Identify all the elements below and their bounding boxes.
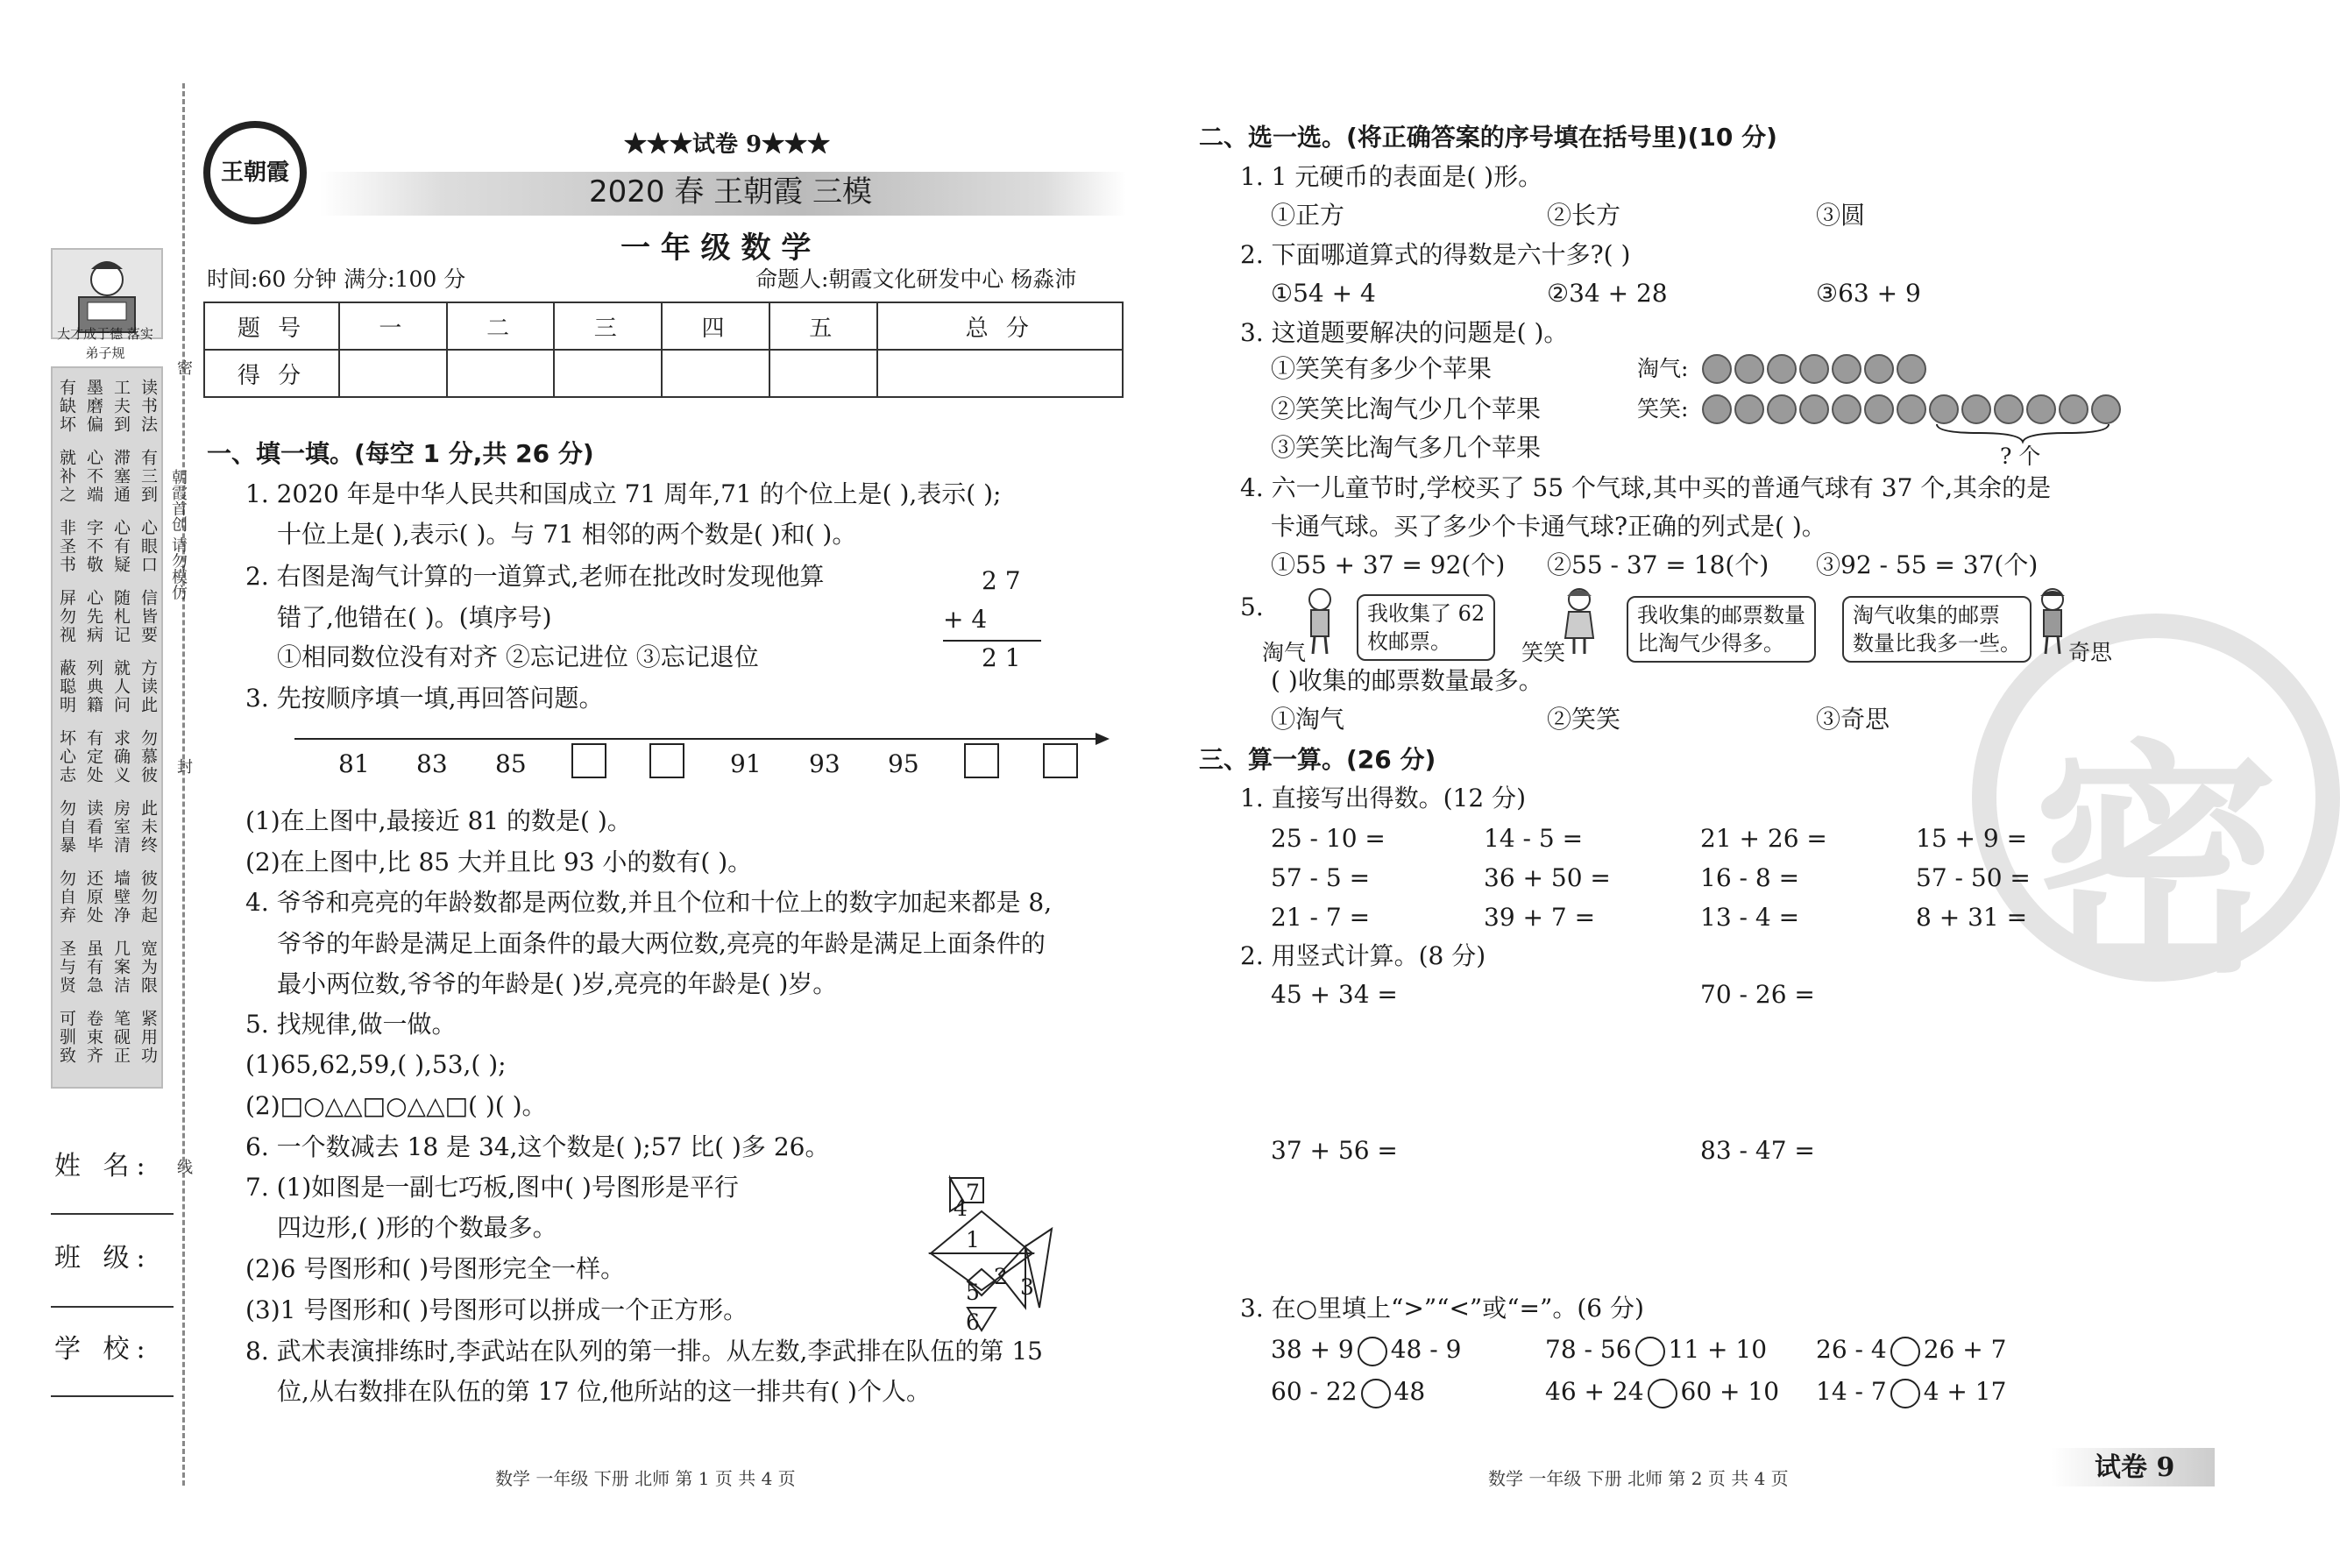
- motto-col: 几案洁: [111, 940, 131, 995]
- s2-q2-opt2: ②34 + 28: [1547, 279, 1668, 308]
- mental-calc: 25 - 10 =: [1271, 824, 1386, 853]
- s1-q2-options: ①相同数位没有对齐 ②忘记进位 ③忘记退位: [277, 642, 759, 671]
- s1-q1-line2: 十位上是( ),表示( )。与 71 相邻的两个数是( )和( )。: [277, 520, 857, 549]
- bubble-qisi: [1842, 596, 2032, 663]
- tangram-label: 5: [966, 1280, 980, 1305]
- motto-col: 有缺坏: [57, 379, 76, 434]
- calc-top: 2 7: [982, 566, 1021, 595]
- s1-q5-sub1: (1)65,62,59,( ),53,( );: [245, 1050, 507, 1079]
- motto-col: 心先病: [84, 589, 103, 644]
- s2-q4-opt1: ①55 + 37 = 92(个): [1271, 550, 1506, 579]
- compare-left: 60 - 22: [1271, 1377, 1358, 1406]
- nl-83: 83: [416, 749, 448, 778]
- s2-q3: 3. 这道题要解决的问题是( )。: [1240, 318, 1569, 347]
- s1-q6: 6. 一个数减去 18 是 34,这个数是( );57 比( )多 26。: [245, 1132, 830, 1161]
- s2-q4-line2: 卡通气球。买了多少个卡通气球?正确的列式是( )。: [1271, 512, 1826, 541]
- mental-calc: 57 - 5 =: [1271, 863, 1371, 892]
- apple-icon: [1767, 354, 1797, 384]
- motto-col: 紧用功: [138, 1010, 158, 1065]
- compare-item: [1545, 1335, 1767, 1366]
- motto-col: 滞塞通: [111, 449, 131, 504]
- tangram-label: 6: [966, 1309, 980, 1335]
- motto-col: 笔砚正: [111, 1010, 131, 1065]
- tangram-label: 7: [966, 1180, 980, 1205]
- apple-icon: [1734, 394, 1764, 424]
- mental-calc: 13 - 4 =: [1700, 903, 1800, 932]
- nl-blank-box[interactable]: [571, 743, 606, 778]
- s1-q5-sub2: (2)□○△△□○△△□( )( )。: [245, 1091, 547, 1120]
- xiaoxiao-apples: [1702, 394, 2124, 424]
- s2-q1: 1. 1 元硬币的表面是( )形。: [1240, 162, 1543, 191]
- apple-icon: [1994, 394, 2024, 424]
- time-info: 时间:60 分钟 满分:100 分: [207, 266, 466, 292]
- compare-left: 14 - 7: [1816, 1377, 1887, 1406]
- compare-item: [1545, 1377, 1779, 1408]
- compare-left: 78 - 56: [1545, 1335, 1632, 1364]
- compare-circle[interactable]: [1890, 1379, 1920, 1408]
- motto-col: 信皆要: [138, 589, 158, 644]
- bubble-taoqi: [1357, 594, 1495, 661]
- mental-calc: 21 + 26 =: [1700, 824, 1827, 853]
- tangram-label: 1: [966, 1227, 980, 1252]
- compare-item: [1271, 1335, 1461, 1366]
- s1-q7-sub2: (2)6 号图形和( )号图形完全一样。: [245, 1254, 626, 1283]
- motto-col: 心不端: [84, 449, 103, 504]
- s3-q2-title: 2. 用竖式计算。(8 分): [1240, 941, 1486, 970]
- section3-title: 三、算一算。(26 分): [1199, 745, 1436, 774]
- bubble-qisi-line1: 淘气收集的邮票: [1853, 603, 2000, 628]
- score-header-cell: 二: [447, 302, 555, 350]
- motto-col: 屏勿视: [57, 589, 76, 644]
- s3-q3-title: 3. 在○里填上“>”“<”或“=”。(6 分): [1240, 1294, 1644, 1323]
- motto-col: 蔽聪明: [57, 659, 76, 714]
- motto-col: 列典籍: [84, 659, 103, 714]
- vertical-calc: 70 - 26 =: [1700, 980, 1815, 1009]
- compare-circle[interactable]: [1358, 1337, 1387, 1366]
- compare-item: [1816, 1335, 2006, 1366]
- mental-calc: 16 - 8 =: [1700, 863, 1800, 892]
- compare-item: [1816, 1377, 2006, 1408]
- s1-q8-line1: 8. 武术表演排练时,李武站在队列的第一排。从左数,李武排在队伍的第 15: [245, 1337, 1043, 1366]
- motto-col: 读看毕: [84, 799, 103, 855]
- score-cell[interactable]: [554, 350, 662, 397]
- name-line[interactable]: [51, 1213, 174, 1215]
- s2-q4-opt3: ③92 - 55 = 37(个): [1816, 550, 2039, 579]
- s1-q2-line1: 2. 右图是淘气计算的一道算式,老师在批改时发现他算: [245, 562, 825, 591]
- apple-icon: [1897, 354, 1926, 384]
- motto-col: 有定处: [84, 729, 103, 784]
- s1-q7-sub3: (3)1 号图形和( )号图形可以拼成一个正方形。: [245, 1295, 748, 1324]
- apple-icon: [1702, 354, 1732, 384]
- footer-left: 数学 一年级 下册 北师 第 1 页 共 4 页: [495, 1468, 796, 1489]
- s2-q5-opt3: ③奇思: [1816, 705, 1890, 734]
- apple-icon: [1799, 394, 1829, 424]
- motto-col: 勿自弃: [57, 869, 76, 925]
- taoqi-apples: [1702, 354, 1929, 384]
- apple-icon: [1929, 394, 1959, 424]
- name-label: 姓 名:: [54, 1151, 152, 1181]
- motto-col: 字不敬: [84, 519, 103, 574]
- s2-q1-opt1: ①正方: [1271, 201, 1345, 230]
- s1-q4-line1: 4. 爷爷和亮亮的年龄数都是两位数,并且个位和十位上的数字加起来都是 8,: [245, 888, 1053, 917]
- apple-icon: [1832, 394, 1861, 424]
- apple-icon: [2026, 394, 2056, 424]
- score-cell[interactable]: [877, 350, 1123, 397]
- char-taoqi: 淘气: [1262, 640, 1307, 665]
- s2-q1-opt3: ③圆: [1816, 201, 1866, 230]
- s1-q8-line2: 位,从右数排在队伍的第 17 位,他所站的这一排共有( )个人。: [277, 1377, 931, 1406]
- score-header-cell: 三: [554, 302, 662, 350]
- s1-q3-sub1: (1)在上图中,最接近 81 的数是( )。: [245, 806, 632, 835]
- nl-blank-box[interactable]: [964, 743, 999, 778]
- compare-circle[interactable]: [1635, 1337, 1665, 1366]
- s2-q5-opt2: ②笑笑: [1547, 705, 1621, 734]
- mental-calc: 15 + 9 =: [1916, 824, 2028, 853]
- mental-calc: 39 + 7 =: [1484, 903, 1596, 932]
- score-header-cell: 题 号: [204, 302, 339, 350]
- s2-q2: 2. 下面哪道算式的得数是六十多?( ): [1240, 240, 1631, 269]
- compare-right: 60 + 10: [1680, 1377, 1780, 1406]
- bubble-xiaoxiao: [1627, 596, 1816, 663]
- motto-col: 有三到: [138, 449, 158, 504]
- class-label: 班 级:: [54, 1243, 152, 1274]
- series-tag: ★★★试卷 9★★★: [624, 131, 831, 158]
- s2-q3-opt2: ②笑笑比淘气少几个苹果: [1271, 394, 1542, 423]
- motto-col: 宽为限: [138, 940, 158, 995]
- apple-icon: [1864, 394, 1894, 424]
- compare-right: 11 + 10: [1668, 1335, 1768, 1364]
- school-label: 学 校:: [54, 1334, 152, 1365]
- qisi-figure-icon: [2032, 587, 2074, 657]
- vertical-calc: 83 - 47 =: [1700, 1136, 1815, 1165]
- s2-q5-question: ( )收集的邮票数量最多。: [1271, 666, 1543, 695]
- s2-q4-opt2: ②55 - 37 = 18(个): [1547, 550, 1769, 579]
- motto-col: 彼勿起: [138, 869, 158, 925]
- s1-q5-title: 5. 找规律,做一做。: [245, 1010, 457, 1039]
- nl-blank-box[interactable]: [1043, 743, 1078, 778]
- compare-right: 26 + 7: [1923, 1335, 2007, 1364]
- score-header-cell: 五: [769, 302, 877, 350]
- compare-item: [1271, 1377, 1425, 1408]
- s1-q7-line1: 7. (1)如图是一副七巧板,图中( )号图形是平行: [245, 1173, 739, 1202]
- s1-q3-sub2: (2)在上图中,比 85 大并且比 93 小的数有( )。: [245, 848, 753, 876]
- s1-q3-title: 3. 先按顺序填一填,再回答问题。: [245, 684, 604, 713]
- compare-right: 48 - 9: [1390, 1335, 1462, 1364]
- mental-calc: 8 + 31 =: [1916, 903, 2028, 932]
- apple-icon: [1702, 394, 1732, 424]
- bubble-qisi-line2: 数量比我多一些。: [1853, 631, 2021, 656]
- footer-right: 数学 一年级 下册 北师 第 2 页 共 4 页: [1488, 1468, 1789, 1489]
- motto-col: 读书法: [138, 379, 158, 434]
- motto-panel: [51, 366, 163, 1089]
- apple-icon: [1734, 354, 1764, 384]
- motto-col: 房室清: [111, 799, 131, 855]
- motto-col: 卷束齐: [84, 1010, 103, 1065]
- s2-q3-opt1: ①笑笑有多少个苹果: [1271, 354, 1493, 383]
- mental-calc: 14 - 5 =: [1484, 824, 1584, 853]
- bubble-xiaoxiao-line1: 我收集的邮票数量: [1637, 603, 1805, 628]
- watermark-seal-char: 密: [2033, 718, 2279, 1006]
- s1-q4-line2: 爷爷的年龄是满足上面条件的最大两位数,亮亮的年龄是满足上面条件的: [277, 929, 1046, 958]
- score-cell[interactable]: [662, 350, 769, 397]
- section1-title: 一、填一填。(每空 1 分,共 26 分): [207, 439, 594, 468]
- seal-mark-1: 密: [174, 359, 193, 375]
- compare-right: 48: [1393, 1377, 1426, 1406]
- school-line[interactable]: [51, 1395, 174, 1397]
- score-cell[interactable]: [447, 350, 555, 397]
- motto-col: 心眼口: [138, 519, 158, 574]
- xiaoxiao-label: 笑笑:: [1637, 396, 1689, 422]
- vertical-calc: 45 + 34 =: [1271, 980, 1398, 1009]
- motto-col: 就补之: [57, 449, 76, 504]
- seal-mark-2: 封: [174, 758, 193, 774]
- score-table: [203, 302, 1124, 398]
- nl-81: 81: [338, 749, 370, 778]
- motto-col: 墨磨偏: [84, 379, 103, 434]
- exam-title: 2020 春 王朝霞 三模: [589, 174, 872, 209]
- motto-col: 方读此: [138, 659, 158, 714]
- motto-col: 虽有急: [84, 940, 103, 995]
- bubble-xiaoxiao-line2: 比淘气少得多。: [1637, 631, 1784, 656]
- question-mark-label: ? 个: [2000, 443, 2041, 469]
- score-header-cell: 一: [339, 302, 447, 350]
- class-line[interactable]: [51, 1306, 174, 1308]
- apple-icon: [1799, 354, 1829, 384]
- motto-col: 勿自暴: [57, 799, 76, 855]
- motto-col: 此未终: [138, 799, 158, 855]
- s1-q4-line3: 最小两位数,爷爷的年龄是( )岁,亮亮的年龄是( )岁。: [277, 969, 838, 998]
- calc-result: 2 1: [982, 643, 1021, 672]
- bubble-taoqi-line1: 我收集了 62: [1367, 601, 1486, 626]
- tangram-label: 3: [1020, 1274, 1034, 1300]
- apple-icon: [1897, 394, 1926, 424]
- vertical-calc: 37 + 56 =: [1271, 1136, 1398, 1165]
- paper-tag: 试卷 9: [2095, 1452, 2175, 1483]
- s1-q7-line2: 四边形,( )形的个数最多。: [277, 1213, 557, 1242]
- s2-q5-opt1: ①淘气: [1271, 705, 1345, 734]
- compare-circle[interactable]: [1361, 1379, 1391, 1408]
- apple-icon: [1961, 394, 1991, 424]
- motto-col: 可驯致: [57, 1010, 76, 1065]
- motto-col: 非圣书: [57, 519, 76, 574]
- motto-col: 圣与贤: [57, 940, 76, 995]
- s1-q2-line2: 错了,他错在( )。(填序号): [277, 603, 552, 632]
- tangram-label: 4: [954, 1196, 968, 1221]
- motto-col: 随札记: [111, 589, 131, 644]
- motto-col: 墙壁净: [111, 869, 131, 925]
- compare-right: 4 + 17: [1923, 1377, 2007, 1406]
- author-info: 命题人:朝霞文化研发中心 杨淼沛: [755, 266, 1077, 292]
- s2-q1-opt2: ②长方: [1547, 201, 1621, 230]
- s2-q3-opt3: ③笑笑比淘气多几个苹果: [1271, 433, 1542, 462]
- motto-col: 工夫到: [111, 379, 131, 434]
- motto-col: 勿慕彼: [138, 729, 158, 784]
- calc-mid: + 4: [943, 605, 988, 634]
- s2-q4-line1: 4. 六一儿童节时,学校买了 55 个气球,其中买的普通气球有 37 个,其余的是: [1240, 473, 2052, 502]
- score-header-cell: 四: [662, 302, 769, 350]
- apple-icon: [1767, 394, 1797, 424]
- s1-q1-line1: 1. 2020 年是中华人民共和国成立 71 周年,71 的个位上是( ),表示( );: [245, 479, 1002, 508]
- compare-circle[interactable]: [1890, 1337, 1920, 1366]
- nl-blank-box[interactable]: [649, 743, 684, 778]
- compare-left: 46 + 24: [1545, 1377, 1644, 1406]
- s3-q1-title: 1. 直接写出得数。(12 分): [1240, 784, 1526, 812]
- apple-icon: [1864, 354, 1894, 384]
- calc-rule: [943, 640, 1041, 642]
- char-qisi: 奇思: [2068, 640, 2113, 665]
- compare-left: 26 - 4: [1816, 1335, 1887, 1364]
- vertical-note: 朝霞首创 请勿模仿: [169, 469, 188, 600]
- apple-icon: [2059, 394, 2088, 424]
- mental-calc: 57 - 50 =: [1916, 863, 2031, 892]
- motto-col: 还原处: [84, 869, 103, 925]
- motto-col: 心有疑: [111, 519, 131, 574]
- nl-91: 91: [730, 749, 762, 778]
- s2-q2-opt1: ①54 + 4: [1271, 279, 1376, 308]
- apple-icon: [1832, 354, 1861, 384]
- mental-calc: 21 - 7 =: [1271, 903, 1371, 932]
- bubble-taoqi-line2: 枚邮票。: [1367, 629, 1451, 654]
- compare-circle[interactable]: [1648, 1379, 1677, 1408]
- compare-left: 38 + 9: [1271, 1335, 1354, 1364]
- mental-calc: 36 + 50 =: [1484, 863, 1611, 892]
- subject-title: 一 年 级 数 学: [620, 231, 812, 266]
- nl-95: 95: [888, 749, 919, 778]
- s2-q5-num: 5.: [1240, 592, 1264, 621]
- tangram-diagram: [929, 1176, 1060, 1334]
- score-cell[interactable]: [339, 350, 447, 397]
- logo-text: 王朝霞: [220, 160, 289, 186]
- brand-logo-icon: [203, 121, 307, 224]
- score-header-cell: 总 分: [877, 302, 1123, 350]
- nl-93: 93: [809, 749, 840, 778]
- brace-icon: [1935, 422, 2110, 443]
- tangram-label: 2: [994, 1264, 1008, 1289]
- motto-col: 就人问: [111, 659, 131, 714]
- seal-mark-3: 线: [174, 1159, 193, 1174]
- fold-dashed-line: [182, 83, 185, 1486]
- motto-col: 坏心志: [57, 729, 76, 784]
- banner-motto: 大才成于德 落实弟子规: [57, 326, 153, 361]
- char-xiaoxiao: 笑笑: [1521, 640, 1566, 665]
- nl-85: 85: [495, 749, 527, 778]
- score-cell[interactable]: [769, 350, 877, 397]
- motto-col: 求确义: [111, 729, 131, 784]
- apple-icon: [2091, 394, 2121, 424]
- taoqi-label: 淘气:: [1637, 356, 1689, 381]
- score-row-label: 得 分: [204, 350, 339, 397]
- s2-q2-opt3: ③63 + 9: [1816, 279, 1921, 308]
- section2-title: 二、选一选。(将正确答案的序号填在括号里)(10 分): [1199, 123, 1777, 152]
